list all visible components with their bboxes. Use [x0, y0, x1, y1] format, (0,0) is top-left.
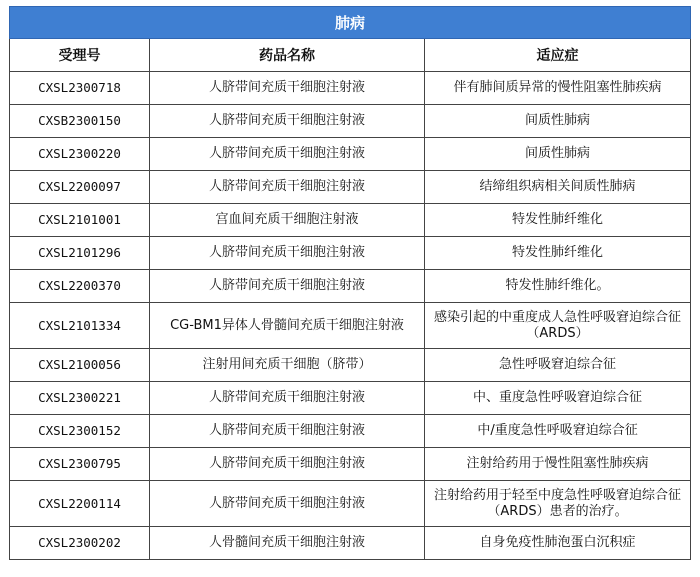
- cell-code: CXSL2101334: [10, 303, 150, 349]
- table-row: [10, 105, 691, 138]
- cell-drug: 人脐带间充质干细胞注射液: [150, 237, 425, 270]
- table-row: [10, 171, 691, 204]
- cell-code: CXSL2200370: [10, 270, 150, 303]
- cell-indication: 特发性肺纤维化。: [425, 270, 691, 303]
- cell-indication: 中/重度急性呼吸窘迫综合征: [425, 415, 691, 448]
- cell-code: CXSL2101001: [10, 204, 150, 237]
- cell-code: CXSL2100056: [10, 349, 150, 382]
- table-header-row: [10, 39, 691, 72]
- table-row: [10, 481, 691, 527]
- cell-indication: 中、重度急性呼吸窘迫综合征: [425, 382, 691, 415]
- table-row: [10, 382, 691, 415]
- table-row: [10, 138, 691, 171]
- table-title: 肺病: [10, 7, 691, 39]
- header-code: 受理号: [10, 39, 150, 72]
- cell-indication: 特发性肺纤维化: [425, 204, 691, 237]
- header-drug: 药品名称: [150, 39, 425, 72]
- cell-code: CXSL2300795: [10, 448, 150, 481]
- header-indication: 适应症: [425, 39, 691, 72]
- cell-drug: 注射用间充质干细胞（脐带）: [150, 349, 425, 382]
- cell-code: CXSL2200097: [10, 171, 150, 204]
- table-row: [10, 415, 691, 448]
- table-row: [10, 527, 691, 560]
- cell-code: CXSL2300152: [10, 415, 150, 448]
- cell-drug: 人脐带间充质干细胞注射液: [150, 270, 425, 303]
- cell-indication: 间质性肺病: [425, 105, 691, 138]
- table-row: [10, 448, 691, 481]
- cell-code: CXSL2300221: [10, 382, 150, 415]
- cell-drug: 人脐带间充质干细胞注射液: [150, 72, 425, 105]
- cell-drug: 人脐带间充质干细胞注射液: [150, 481, 425, 527]
- table-row: [10, 204, 691, 237]
- cell-indication: 注射给药用于轻至中度急性呼吸窘迫综合征（ARDS）患者的治疗。: [425, 481, 691, 527]
- cell-code: CXSL2300220: [10, 138, 150, 171]
- table-banner-row: [10, 7, 691, 39]
- table-row: [10, 303, 691, 349]
- cell-code: CXSL2200114: [10, 481, 150, 527]
- cell-drug: 宫血间充质干细胞注射液: [150, 204, 425, 237]
- cell-drug: 人脐带间充质干细胞注射液: [150, 382, 425, 415]
- cell-indication: 注射给药用于慢性阻塞性肺疾病: [425, 448, 691, 481]
- cell-code: CXSL2300202: [10, 527, 150, 560]
- cell-code: CXSL2101296: [10, 237, 150, 270]
- cell-indication: 伴有肺间质异常的慢性阻塞性肺疾病: [425, 72, 691, 105]
- cell-indication: 急性呼吸窘迫综合征: [425, 349, 691, 382]
- cell-drug: CG-BM1异体人骨髓间充质干细胞注射液: [150, 303, 425, 349]
- cell-drug: 人脐带间充质干细胞注射液: [150, 138, 425, 171]
- cell-drug: 人骨髓间充质干细胞注射液: [150, 527, 425, 560]
- table-row: [10, 237, 691, 270]
- cell-indication: 感染引起的中重度成人急性呼吸窘迫综合征（ARDS）: [425, 303, 691, 349]
- cell-drug: 人脐带间充质干细胞注射液: [150, 415, 425, 448]
- cell-drug: 人脐带间充质干细胞注射液: [150, 105, 425, 138]
- cell-indication: 结缔组织病相关间质性肺病: [425, 171, 691, 204]
- cell-indication: 特发性肺纤维化: [425, 237, 691, 270]
- table-body: [10, 72, 691, 560]
- cell-drug: 人脐带间充质干细胞注射液: [150, 448, 425, 481]
- table-row: [10, 349, 691, 382]
- table-row: [10, 270, 691, 303]
- drug-table: [9, 6, 691, 560]
- table-row: [10, 72, 691, 105]
- cell-indication: 间质性肺病: [425, 138, 691, 171]
- cell-code: CXSL2300718: [10, 72, 150, 105]
- cell-indication: 自身免疫性肺泡蛋白沉积症: [425, 527, 691, 560]
- cell-code: CXSB2300150: [10, 105, 150, 138]
- cell-drug: 人脐带间充质干细胞注射液: [150, 171, 425, 204]
- drug-table-container: [9, 6, 690, 560]
